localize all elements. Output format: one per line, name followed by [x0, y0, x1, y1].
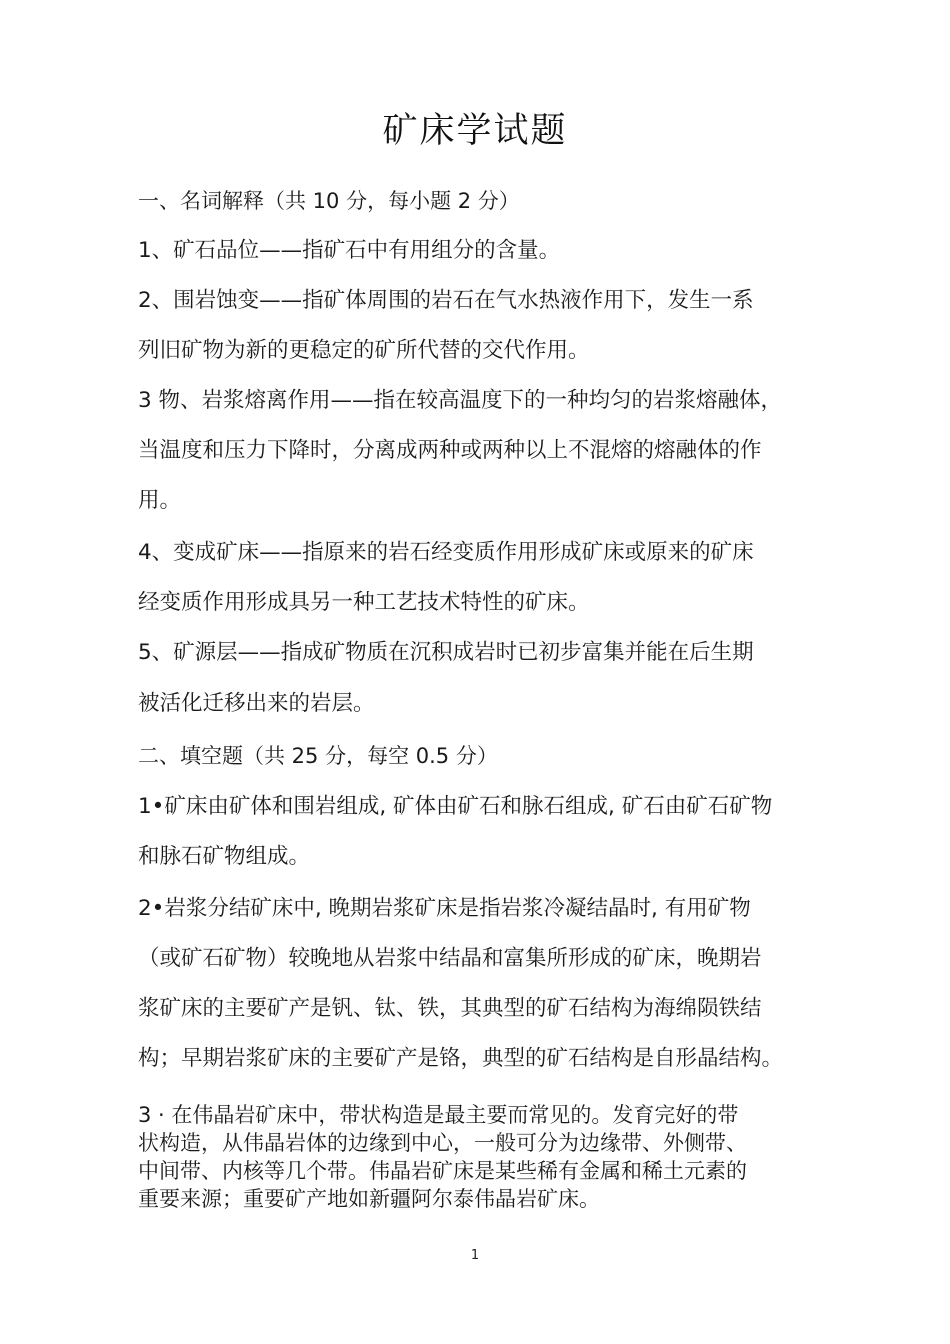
section-heading-fill-blank: 二、填空题（共 25 分，每空 0.5 分）: [138, 744, 498, 768]
term-item-5-line-1: 5、矿源层——指成矿物质在沉积成岩时已初步富集并能在后生期: [138, 640, 754, 665]
term-item-1-line-1: 1、矿石品位——指矿石中有用组分的含量。: [138, 238, 561, 263]
term-item-3-line-2: 当温度和压力下降时，分离成两种或两种以上不混熔的熔融体的作: [138, 438, 762, 463]
fill-item-2-line-2: （或矿石矿物）较晚地从岩浆中结晶和富集所形成的矿床，晚期岩: [138, 946, 762, 971]
fill-item-1-line-1: 1•矿床由矿体和围岩组成, 矿体由矿石和脉石组成, 矿石由矿石矿物: [138, 794, 773, 819]
fill-item-1-line-2: 和脉石矿物组成。: [138, 844, 311, 869]
term-item-4-line-1: 4、变成矿床——指原来的岩石经变质作用形成矿床或原来的矿床: [138, 540, 754, 565]
fill-item-3-line-3: 中间带、内核等几个带。伟晶岩矿床是某些稀有金属和稀土元素的: [138, 1159, 747, 1183]
term-item-2-line-2: 列旧矿物为新的更稳定的矿所代替的交代作用。: [138, 338, 590, 363]
fill-item-2-line-1: 2•岩浆分结矿床中, 晚期岩浆矿床是指岩浆冷凝结晶时, 有用矿物: [138, 896, 751, 921]
document-title: 矿床学试题: [382, 111, 568, 151]
section-heading-terms: 一、名词解释（共 10 分，每小题 2 分）: [138, 189, 520, 213]
term-item-2-line-1: 2、围岩蚀变——指矿体周围的岩石在气水热液作用下，发生一系: [138, 288, 754, 313]
fill-item-2-line-3: 浆矿床的主要矿产是钒、钛、铁，其典型的矿石结构为海绵陨铁结: [138, 996, 762, 1021]
fill-item-3-line-1: 3 · 在伟晶岩矿床中，带状构造是最主要而常见的。发育完好的带: [138, 1103, 739, 1127]
fill-item-3-line-2: 状构造，从伟晶岩体的边缘到中心，一般可分为边缘带、外侧带、: [138, 1131, 747, 1155]
term-item-3-line-3: 用。: [138, 488, 182, 513]
term-item-5-line-2: 被活化迁移出来的岩层。: [138, 691, 375, 716]
fill-item-2-line-4: 构；早期岩浆矿床的主要矿产是铬，典型的矿石结构是自形晶结构。: [138, 1046, 784, 1071]
page-number: 1: [470, 1248, 480, 1263]
term-item-4-line-2: 经变质作用形成具另一种工艺技术特性的矿床。: [138, 590, 590, 615]
fill-item-3-line-4: 重要来源；重要矿产地如新疆阿尔泰伟晶岩矿床。: [138, 1187, 600, 1211]
term-item-3-line-1: 3 物、岩浆熔离作用——指在较高温度下的一种均匀的岩浆熔融体，: [138, 388, 783, 413]
